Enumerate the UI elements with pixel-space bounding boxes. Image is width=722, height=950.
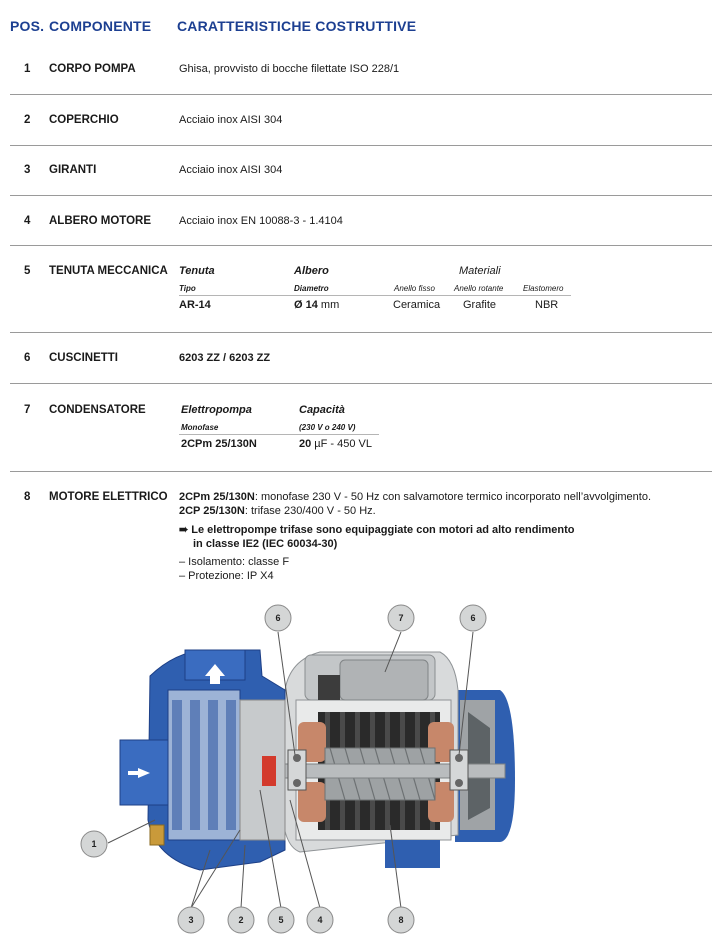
- seal-value-tipo: AR-14: [179, 299, 211, 311]
- arrow-icon: ➠: [179, 524, 189, 536]
- capacitor-header-capacita: Capacità: [299, 404, 345, 416]
- row-component: GIRANTI: [49, 164, 97, 176]
- capacitor-sub-voltage: (230 V o 240 V): [299, 423, 356, 432]
- row-pos: 6: [24, 352, 31, 364]
- row-component: CORPO POMPA: [49, 63, 136, 75]
- seal-value-anello-rotante: Grafite: [463, 299, 497, 311]
- svg-text:7: 7: [398, 613, 404, 623]
- motor-note: ➠ Le elettropompe trifase sono equipaggiate con motori ad alto rendimento: [179, 524, 575, 536]
- row-divider: [10, 383, 712, 384]
- svg-text:8: 8: [398, 915, 404, 925]
- callout-1: [81, 831, 107, 857]
- callout-5: [268, 907, 294, 933]
- svg-text:6: 6: [275, 613, 281, 623]
- seal-value-elastomero: NBR: [535, 299, 559, 311]
- callout-8: [388, 907, 414, 933]
- row-description: 6203 ZZ / 6203 ZZ: [179, 352, 271, 364]
- row-divider: [10, 94, 712, 95]
- row-pos: 3: [24, 164, 31, 176]
- callout-4: [307, 907, 333, 933]
- callout-7: [388, 605, 414, 631]
- seal-header-albero: Albero: [294, 265, 329, 277]
- seal-sub-tipo: Tipo: [179, 284, 196, 293]
- row-component: ALBERO MOTORE: [49, 215, 152, 227]
- row-pos: 7: [24, 404, 31, 416]
- capacitor-value-capacity: 20 µF - 450 VL: [299, 438, 373, 450]
- row-pos: 2: [24, 114, 31, 126]
- row-component: CONDENSATORE: [49, 404, 146, 416]
- svg-text:2: 2: [238, 915, 244, 925]
- seal-header-materiali: Materiali: [459, 265, 501, 277]
- row-divider: [10, 245, 712, 246]
- row-description: Acciaio inox EN 10088-3 - 1.4104: [179, 215, 343, 227]
- header-pos: POS.: [10, 18, 45, 34]
- capacitor-subrule: [179, 434, 379, 435]
- row-description: Acciaio inox AISI 304: [179, 114, 283, 126]
- svg-text:3: 3: [188, 915, 194, 925]
- motor-protection: – Protezione: IP X4: [179, 570, 274, 582]
- seal-subrule: [179, 295, 571, 296]
- row-divider: [10, 471, 712, 472]
- motor-line-monofase: 2CPm 25/130N: monofase 230 V - 50 Hz con salvamotore termico incorporato nell’avvolgimento.: [179, 491, 652, 503]
- seal-value-diametro: Ø 14 mm: [294, 299, 340, 311]
- row-component: MOTORE ELETTRICO: [49, 491, 168, 503]
- row-divider: [10, 145, 712, 146]
- seal-sub-anello-fisso: Anello fisso: [394, 284, 435, 293]
- pump-body: [120, 650, 285, 870]
- capacitor-value-model: 2CPm 25/130N: [181, 438, 257, 450]
- motor-note-line2: in classe IE2 (IEC 60034-30): [193, 538, 338, 550]
- row-component: CUSCINETTI: [49, 352, 118, 364]
- header-component: COMPONENTE: [49, 18, 152, 34]
- capacitor-sub-monofase: Monofase: [181, 423, 219, 432]
- seal-sub-elastomero: Elastomero: [523, 284, 564, 293]
- seal-header-tenuta: Tenuta: [179, 265, 215, 277]
- row-pos: 8: [24, 491, 31, 503]
- callout-2: [228, 907, 254, 933]
- row-pos: 5: [24, 265, 31, 277]
- header-features: CARATTERISTICHE COSTRUTTIVE: [177, 18, 417, 34]
- row-description: Ghisa, provvisto di bocche filettate ISO 228/1: [179, 63, 400, 75]
- row-pos: 4: [24, 215, 31, 227]
- svg-text:1: 1: [91, 839, 97, 849]
- callout-6-right: [460, 605, 486, 631]
- row-divider: [10, 332, 712, 333]
- row-description: Acciaio inox AISI 304: [179, 164, 283, 176]
- motor-base: [385, 840, 440, 868]
- capacitor-header-elettropompa: Elettropompa: [181, 404, 252, 416]
- row-divider: [10, 195, 712, 196]
- svg-text:4: 4: [317, 915, 323, 925]
- callout-6-left: [265, 605, 291, 631]
- motor-line-trifase: 2CP 25/130N: trifase 230/400 V - 50 Hz.: [179, 505, 376, 517]
- seal-sub-anello-rotante: Anello rotante: [454, 284, 504, 293]
- row-pos: 1: [24, 63, 31, 75]
- motor-insulation: – Isolamento: classe F: [179, 556, 290, 568]
- svg-text:6: 6: [470, 613, 476, 623]
- seal-sub-diametro: Diametro: [294, 284, 329, 293]
- row-component: COPERCHIO: [49, 114, 119, 126]
- seal-value-anello-fisso: Ceramica: [393, 299, 441, 311]
- row-component: TENUTA MECCANICA: [49, 265, 168, 277]
- svg-text:5: 5: [278, 915, 284, 925]
- callout-3: [178, 907, 204, 933]
- pump-cross-section-diagram: [0, 590, 722, 950]
